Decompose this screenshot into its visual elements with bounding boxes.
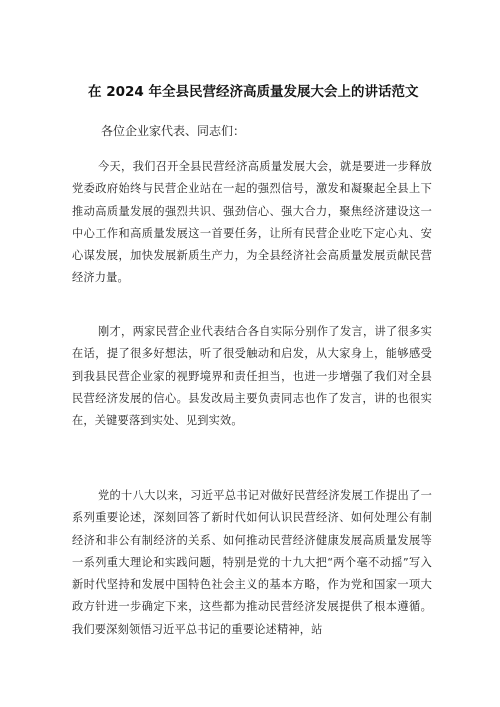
paragraph-1: 今天，我们召开全县民营经济高质量发展大会，就是要进一步释放党委政府始终与民营企业站在一起的强烈信号，激发和凝聚起全县上下推动高质量发展的强烈共识、强劲信心、强大合力，聚焦经济建设这一中心工作和高质量发展这一首要任务，让所有民营企业吃下定心丸、安心谋发展，加快发展新质生产力，为全县经济社会高质量发展贡献民营经济力量。 <box>72 160 432 285</box>
paragraph-3: 党的十八大以来，习近平总书记对做好民营经济发展工作提出了一系列重要论述，深刻回答了新时代如何认识民营经济、如何处理公有制经济和非公有制经济的关系、如何推动民营经济健康发展高质量发展等一系列重大理论和实践问题，特别是党的十九大把“两个毫不动摇”写入新时代坚持和发展中国特色社会主义的基本方略，作为党和国家一项大政方针进一步确定下来，这些都为推动民营经济发展提供了根本遵循。我们要深刻领悟习近平总书记的重要论述精神，站 <box>72 489 432 636</box>
paragraph-2: 刚才，两家民营企业代表结合各自实际分别作了发言，讲了很多实在话，提了很多好想法，听了很受触动和启发，从大家身上，能够感受到我县民营企业家的视野境界和责任担当，也进一步增强了我们对全县民营经济发展的信心。县发改局主要负责同志也作了发言，讲的也很实在，关键要落到实处、见到实效。 <box>72 325 432 428</box>
document-title: 在 2024 年全县民营经济高质量发展大会上的讲话范文 <box>88 84 419 100</box>
salutation: 各位企业家代表、同志们： <box>101 124 246 138</box>
